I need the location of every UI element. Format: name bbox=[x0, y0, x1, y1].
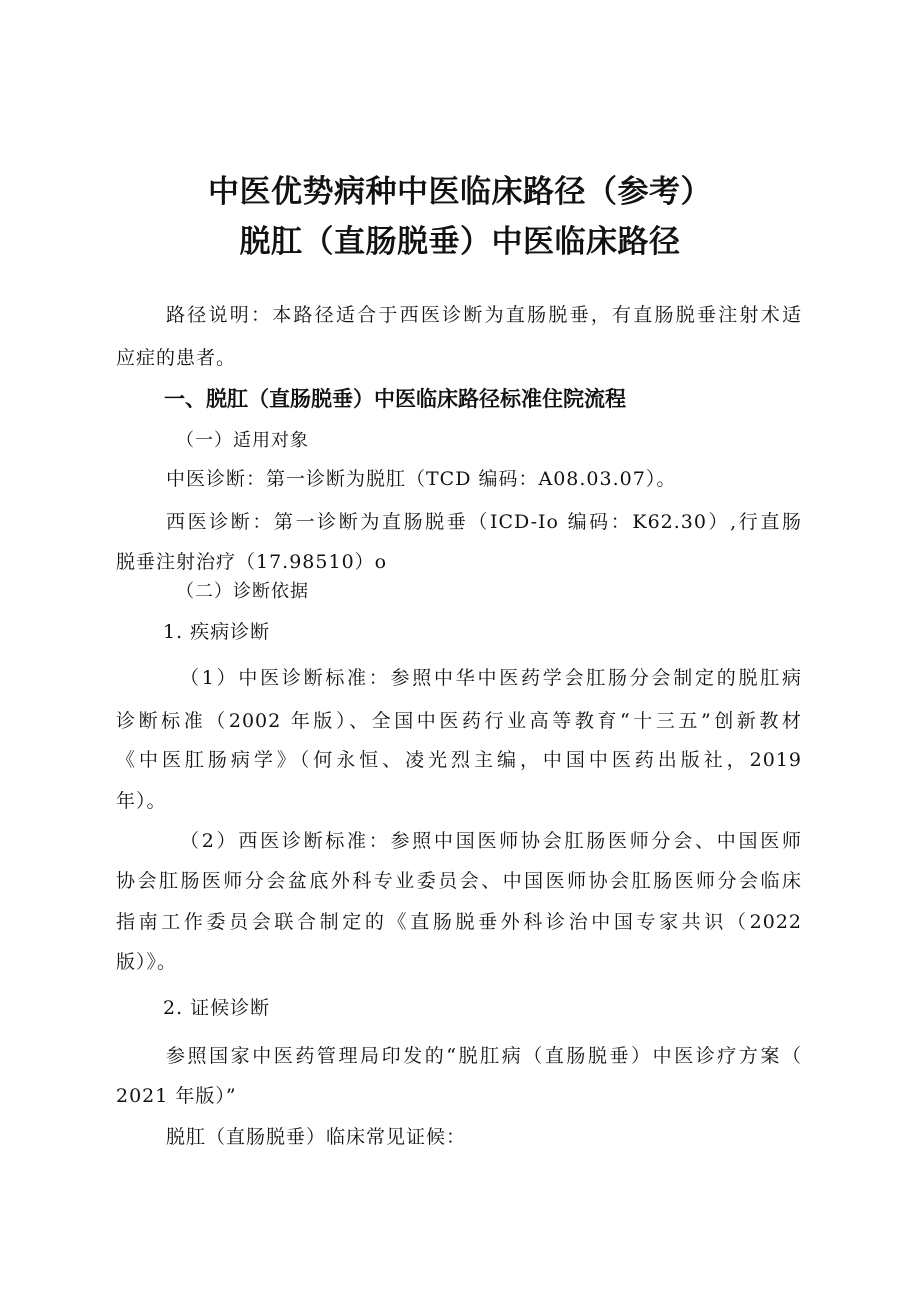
tcm-standard-line3: 《中医肛肠病学》（何永恒、凌光烈主编，中国中医药出版社，2019 bbox=[116, 749, 802, 771]
tcm-standard-line2: 诊断标准（2002 年版）、全国中医药行业高等教育“十三五”创新教材 bbox=[116, 710, 802, 732]
section1-heading: 一、脱肛（直肠脱垂）中医临床路径标准住院流程 bbox=[164, 387, 626, 411]
sub1-heading: （一）适用对象 bbox=[176, 430, 309, 451]
syndrome-diagnosis-heading: 2. 证候诊断 bbox=[163, 997, 271, 1019]
syndrome-reference-line1: 参照国家中医药管理局印发的“脱肛病（直肠脱垂）中医诊疗方案（ bbox=[166, 1045, 802, 1067]
document-title-line1: 中医优势病种中医临床路径（参考） bbox=[208, 174, 712, 210]
document-title-line2: 脱肛（直肠脱垂）中医临床路径 bbox=[239, 224, 681, 260]
wm-diagnosis-line1: 西医诊断：第一诊断为直肠脱垂（ICD-Io 编码：K62.30）,行直肠 bbox=[166, 511, 802, 533]
tcm-standard-line1: （1）中医诊断标准：参照中华中医药学会肛肠分会制定的脱肛病 bbox=[180, 667, 802, 689]
wm-standard-line4: 版）》。 bbox=[116, 951, 178, 973]
wm-standard-line3: 指南工作委员会联合制定的《直肠脱垂外科诊治中国专家共识（2022 bbox=[116, 911, 802, 933]
wm-standard-line1: （2）西医诊断标准：参照中国医师协会肛肠医师分会、中国医师 bbox=[180, 830, 802, 852]
intro-line2: 应症的患者。 bbox=[116, 347, 237, 369]
wm-standard-line2: 协会肛肠医师分会盆底外科专业委员会、中国医师协会肛肠医师分会临床 bbox=[116, 870, 802, 892]
intro-line1: 路径说明：本路径适合于西医诊断为直肠脱垂，有直肠脱垂注射术适 bbox=[166, 304, 802, 326]
sub2-heading: （二）诊断依据 bbox=[176, 581, 309, 602]
tcm-diagnosis: 中医诊断：第一诊断为脱肛（TCD 编码：A08.03.07）。 bbox=[166, 468, 677, 490]
wm-diagnosis-line2: 脱垂注射治疗（17.98510）o bbox=[116, 551, 388, 573]
disease-diagnosis-heading: 1. 疾病诊断 bbox=[163, 621, 271, 643]
common-syndromes-label: 脱肛（直肠脱垂）临床常见证候： bbox=[166, 1126, 467, 1148]
syndrome-reference-line2: 2021 年版）” bbox=[116, 1085, 237, 1107]
tcm-standard-line4: 年）。 bbox=[116, 790, 167, 812]
